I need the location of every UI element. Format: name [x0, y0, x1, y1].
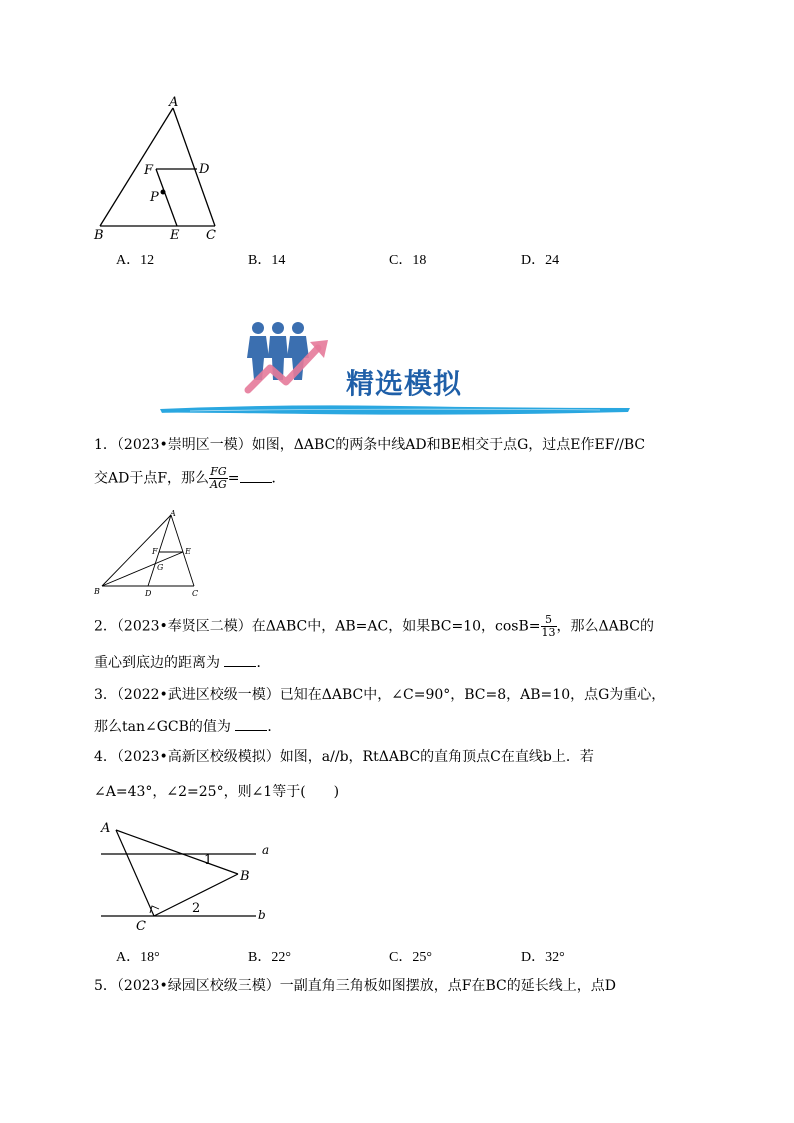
q2-answer-blank[interactable]: [224, 652, 256, 667]
q4-label-c-vertex: C: [136, 919, 146, 934]
q1-end: ．: [271, 470, 286, 487]
label-e: E: [170, 228, 180, 243]
option-c: C．18: [389, 253, 427, 268]
q3-line2: [94, 716, 281, 737]
q2-line1-end: ，那么ΔABC的: [556, 618, 654, 635]
q1-line2-text: 交AD于点F，那么: [94, 470, 210, 487]
q4-option-d: D．32°: [521, 950, 565, 965]
q4-line1: 4．（2023•高新区校级模拟）如图，a//b，RtΔABC的直角顶点C在直线b上．若: [94, 749, 594, 765]
q1-label-a: A: [170, 510, 176, 518]
q4-option-b: B．22°: [248, 950, 291, 965]
q1-frac-den: AG: [210, 478, 227, 491]
q3-answer-blank[interactable]: [235, 716, 267, 731]
q2-line1-text: 2．（2023•奉贤区二模）在ΔABC中，AB=AC，如果BC=10，cosB=: [94, 618, 541, 635]
q4-label-line-a: a: [262, 843, 270, 857]
q2-frac-num: 5: [541, 614, 557, 627]
q2-end: ．: [256, 655, 271, 671]
q1-label-e: E: [185, 547, 191, 556]
q4-label-a-vertex: A: [101, 821, 111, 836]
q1-label-b: B: [94, 587, 100, 596]
option-b: B．14: [248, 253, 286, 268]
q4-option-a: A．18°: [116, 950, 160, 965]
q1-label-f: F: [152, 547, 158, 556]
q5-line1: 5．（2023•绿园区校级三模）一副直角三角板如图摆放，点F在BC的延长线上，点D: [94, 978, 616, 994]
segment-fe: [156, 169, 177, 226]
q3-line1: 3．（2022•武进区校级一模）已知在ΔABC中，∠C=90°，BC=8，AB=10，点G为重心，: [94, 687, 666, 703]
q1-label-d: D: [145, 589, 152, 598]
label-c: C: [206, 228, 216, 243]
q4-label-2: 2: [192, 901, 201, 916]
q4-option-c: C．25°: [389, 950, 432, 965]
label-p: P: [150, 190, 159, 205]
q4-label-1: 1: [204, 853, 213, 868]
q1-frac-num: FG: [210, 465, 227, 478]
option-d: D．24: [521, 253, 560, 268]
q2-line2-text: 重心到底边的距离为: [94, 655, 220, 671]
q3-end: ．: [267, 719, 282, 735]
label-b: B: [94, 228, 104, 243]
q2-line1: [94, 614, 654, 639]
q1-line2: [94, 466, 286, 491]
figure-triangle-top: [90, 94, 230, 244]
q1-answer-blank[interactable]: [240, 468, 272, 483]
q2-fraction: [541, 614, 557, 639]
point-p: [161, 190, 166, 195]
figure-q1-triangle: [94, 510, 204, 600]
q4-line2: ∠A=43°，∠2=25°，则∠1等于( ): [94, 784, 340, 800]
q1-label-c: C: [192, 589, 199, 598]
label-f: F: [144, 163, 154, 178]
section-underline-brush: [160, 402, 630, 418]
q1-equals: =: [227, 470, 240, 487]
option-a: A．12: [116, 253, 155, 268]
q1-line1: 1．（2023•崇明区一模）如图，ΔABC的两条中线AD和BE相交于点G，过点E作EF//BC: [94, 437, 646, 453]
q4-label-line-b: b: [258, 908, 266, 922]
q4-label-b-vertex: B: [240, 869, 250, 884]
figure-q4-parallel-lines: [96, 818, 286, 934]
label-d: D: [199, 162, 210, 177]
q2-frac-den: 13: [541, 626, 556, 639]
q1-label-g: G: [157, 563, 164, 572]
q3-line2-text: 那么tan∠GCB的值为: [94, 719, 231, 735]
q2-line2: [94, 652, 270, 673]
section-title: 精选模拟: [346, 367, 463, 400]
q1-fraction: [209, 466, 228, 491]
edge-ab: [100, 108, 173, 226]
people-growth-icon: [240, 318, 340, 398]
label-a: A: [169, 95, 179, 110]
